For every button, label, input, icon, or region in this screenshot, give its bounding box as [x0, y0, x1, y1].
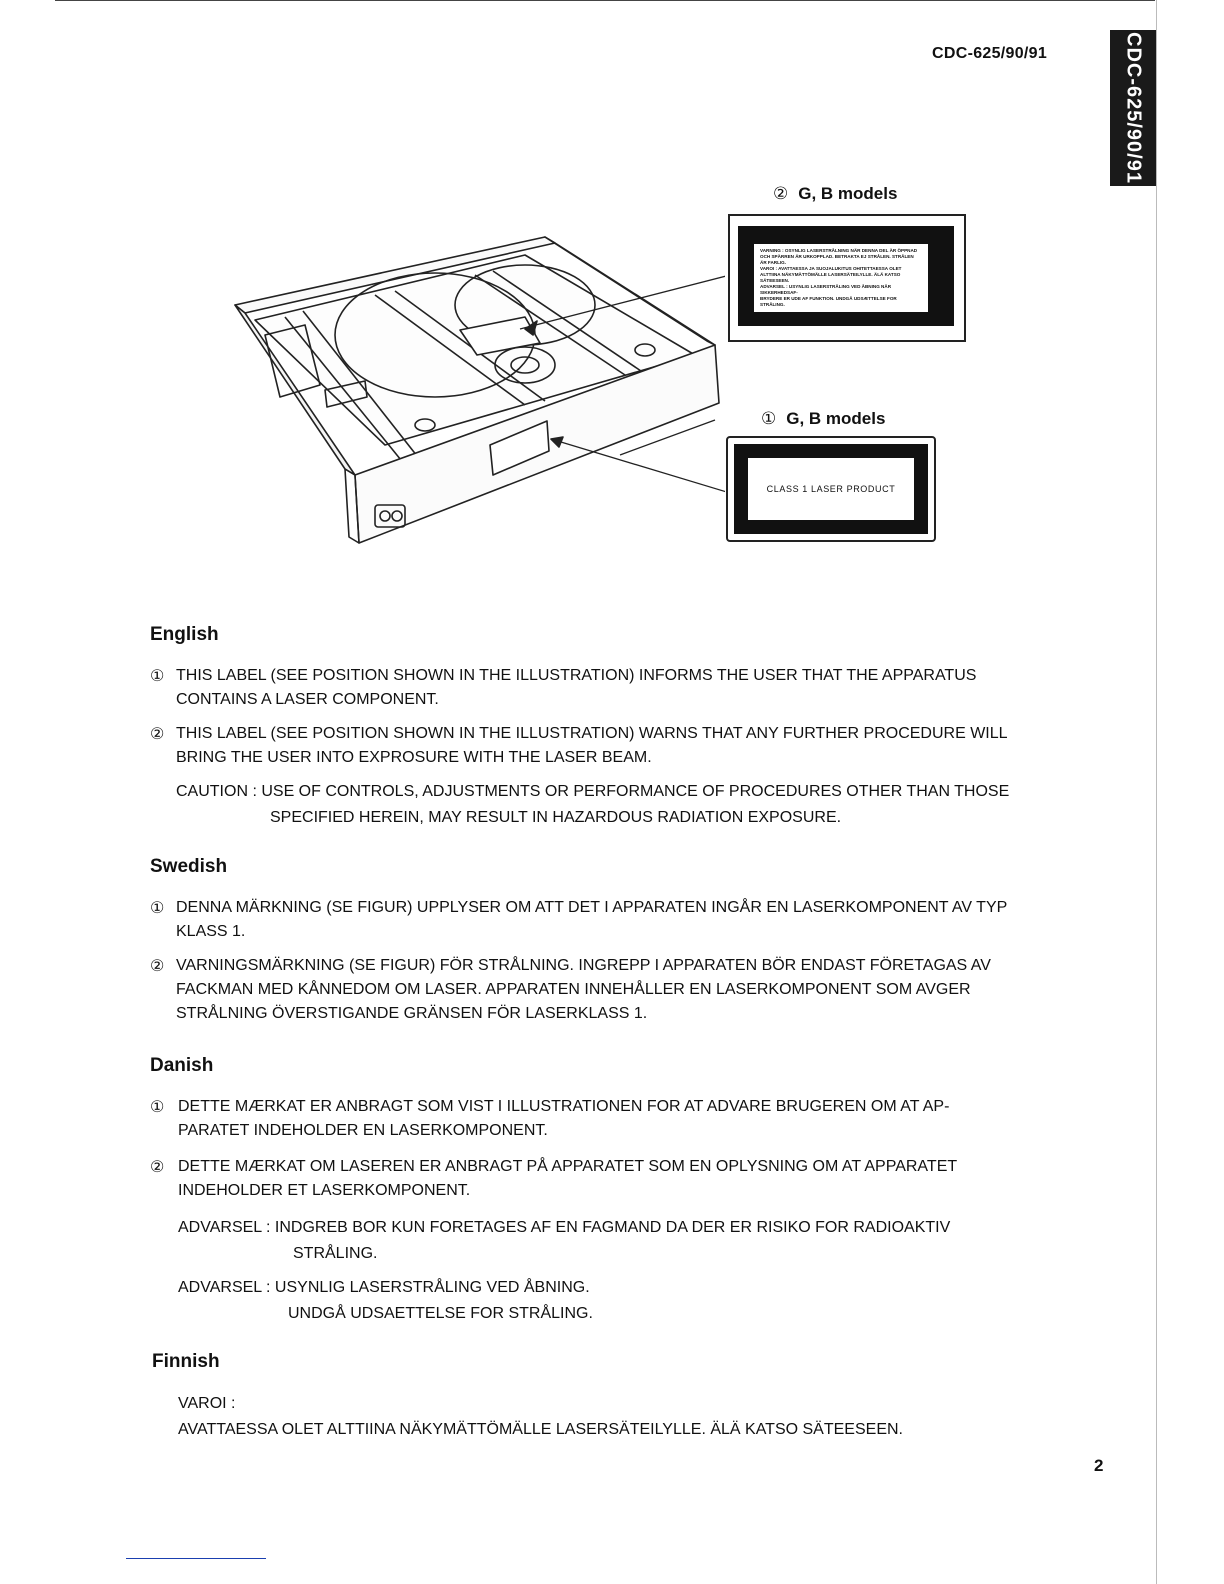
finnish-text	[178, 1392, 1070, 1442]
danish-advarsel-2	[178, 1276, 1070, 1326]
danish-item2	[178, 1155, 1070, 1203]
danish-item1-line2: PARATET INDEHOLDER EN LASERKOMPONENT.	[178, 1122, 548, 1139]
callout-2-text: G, B models	[798, 184, 898, 203]
callout-1-text: G, B models	[786, 409, 886, 428]
callout-1-number: ①	[761, 409, 777, 428]
side-tab	[1110, 30, 1156, 186]
label2-line: VAROI : AVATTAESSA JA SUOJALUKITUS OHITETTAESSA OLET	[760, 266, 902, 271]
swedish-item1-number: ①	[150, 900, 165, 917]
label2-line: VARNING : OSYNLIG LASERSTRÅLNING NÄR DENNA DEL ÄR ÖPPNAD	[760, 248, 918, 253]
english-item2	[176, 722, 1070, 770]
finnish-line2: AVATTAESSA OLET ALTTIINA NÄKYMÄTTÖMÄLLE LASERSÄTEILYLLE. ÄLÄ KATSO SÄTEESEEN.	[178, 1421, 903, 1438]
label2-line: ALTTIINA NÄKYMÄTTÖMÄLLE LASERSÄTEILYLLE. ÄLÄ KATSO SÄTEESEEN.	[760, 272, 901, 283]
english-item1	[176, 664, 1070, 712]
label2-line: BRYDERE ER UDE AF FUNKTION. UNDGÅ UDSÆTTELSE FOR STRÅLING.	[760, 296, 897, 307]
english-item1-line1: THIS LABEL (SEE POSITION SHOWN IN THE ILLUSTRATION) INFORMS THE USER THAT THE APPARATUS	[176, 667, 977, 684]
swedish-item2-line3: STRÅLNING ÖVERSTIGANDE GRÄNSEN FÖR LASERKLASS 1.	[176, 1005, 648, 1022]
callout-label-1	[761, 409, 885, 429]
callout-2-number: ②	[773, 184, 789, 203]
english-item2-line1: THIS LABEL (SEE POSITION SHOWN IN THE ILLUSTRATION) WARNS THAT ANY FURTHER PROCEDURE WILL	[176, 725, 1008, 742]
swedish-item2	[176, 954, 1070, 1026]
english-caution-line2: SPECIFIED HEREIN, MAY RESULT IN HAZARDOUS RADIATION EXPOSURE.	[270, 809, 842, 826]
danish-adv1-line2: STRÅLING.	[293, 1245, 378, 1262]
side-tab-label: CDC-625/90/91	[1122, 32, 1145, 184]
danish-item1	[178, 1095, 1070, 1143]
swedish-item1-line1: DENNA MÄRKNING (SE FIGUR) UPPLYSER OM ATT DET I APPARATEN INGÅR EN LASERKOMPONENT AV TYP	[176, 899, 1008, 916]
danish-adv1-line1: ADVARSEL : INDGREB BOR KUN FORETAGES AF EN FAGMAND DA DER ER RISIKO FOR RADIOAKTIV	[178, 1219, 951, 1236]
english-caution	[176, 780, 1070, 830]
danish-adv2-line2: UNDGÅ UDSAETTELSE FOR STRÅLING.	[288, 1305, 593, 1322]
warning-label-2-text	[754, 244, 928, 312]
heading-swedish: Swedish	[150, 856, 228, 877]
danish-advarsel-1	[178, 1216, 1070, 1266]
english-caution-line1: CAUTION : USE OF CONTROLS, ADJUSTMENTS OR PERFORMANCE OF PROCEDURES OTHER THAN THOSE	[176, 783, 1010, 800]
right-margin-rule	[1156, 0, 1157, 1584]
class1-label-text: CLASS 1 LASER PRODUCT	[748, 458, 914, 520]
finnish-line1: VAROI :	[178, 1395, 236, 1412]
class1-label-border	[734, 444, 928, 534]
footer-rule	[126, 1558, 266, 1559]
model-header: CDC-625/90/91	[932, 45, 1048, 62]
label2-line: ÄR FARLIG.	[760, 260, 787, 265]
heading-english: English	[150, 624, 219, 645]
english-item1-number: ①	[150, 668, 165, 685]
danish-item1-line1: DETTE MÆRKAT ER ANBRAGT SOM VIST I ILLUSTRATIONEN FOR AT ADVARE BRUGEREN OM AT AP-	[178, 1098, 950, 1115]
english-item2-number: ②	[150, 726, 165, 743]
danish-item2-number: ②	[150, 1159, 165, 1176]
swedish-item2-line1: VARNINGSMÄRKNING (SE FIGUR) FÖR STRÅLNING. INGREPP I APPARATEN BÖR ENDAST FÖRETAGAS AV	[176, 957, 991, 974]
danish-adv2-line1: ADVARSEL : USYNLIG LASERSTRÅLING VED ÅBNING.	[178, 1279, 590, 1296]
swedish-item2-line2: FACKMAN MED KÅNNEDOM OM LASER. APPARATEN INNEHÅLLER EN LASERKOMPONENT SOM AVGER	[176, 981, 971, 998]
page-number: 2	[1094, 1456, 1104, 1475]
cd-changer-illustration	[225, 225, 725, 565]
danish-item2-line1: DETTE MÆRKAT OM LASEREN ER ANBRAGT PÅ APPARATET SOM EN OPLYSNING OM AT APPARATET	[178, 1158, 958, 1175]
warning-label-2	[728, 214, 966, 342]
danish-item1-number: ①	[150, 1099, 165, 1116]
swedish-item1	[176, 896, 1070, 944]
top-rule	[55, 0, 1155, 1]
heading-finnish: Finnish	[152, 1351, 220, 1372]
warning-label-2-border	[738, 226, 954, 326]
label2-line: OCH SPÄRREN ÄR URKOPPLAD. BETRAKTA EJ STRÅLEN. STRÅLEN	[760, 254, 914, 259]
swedish-item1-line2: KLASS 1.	[176, 923, 246, 940]
danish-item2-line2: INDEHOLDER ET LASERKOMPONENT.	[178, 1182, 471, 1199]
heading-danish: Danish	[150, 1055, 214, 1076]
class1-label	[726, 436, 936, 542]
label2-line: ADVARSEL : USYNLIG LASERSTRÅLING VED ÅBNING NÅR SIKKERHEDSAF-	[760, 284, 892, 295]
swedish-item2-number: ②	[150, 958, 165, 975]
callout-label-2	[773, 184, 897, 204]
english-item1-line2: CONTAINS A LASER COMPONENT.	[176, 691, 439, 708]
english-item2-line2: BRING THE USER INTO EXPROSURE WITH THE LASER BEAM.	[176, 749, 652, 766]
